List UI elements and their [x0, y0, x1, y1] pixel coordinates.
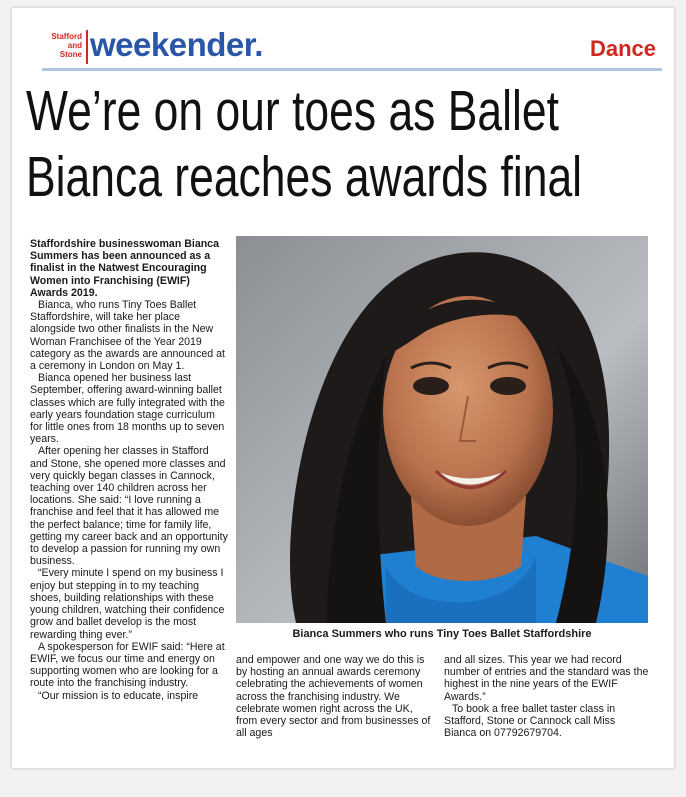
logo-divider: [86, 30, 88, 64]
logo-word-stone: Stone: [59, 50, 82, 59]
headline-line-2: Bianca reaches awards final: [26, 145, 583, 209]
logo-small: [42, 32, 82, 59]
portrait-illustration: [236, 236, 648, 623]
logo-word-and: and: [67, 41, 82, 50]
article-paragraph: Bianca, who runs Tiny Toes Ballet Staffordshire, will take her place alongside two other finalists in the New Woman Franchisee of the Year 2019 category as the awards are announced at a ceremony in London on May 1.: [30, 299, 225, 373]
article-column-3: [444, 654, 650, 739]
article-paragraph: “Our mission is to educate, inspire: [38, 689, 199, 702]
article-paragraph: “Every minute I spend on my business I enjoy but stepping in to my teaching shoes, building relationships with these young children, watching their confidence grow and ballet develop is the most rewarding thing ever.”: [30, 567, 225, 641]
masthead: [42, 28, 662, 78]
article-paragraph: To book a free ballet taster class in Stafford, Stone or Cannock call Miss Bianca on 07792679704.: [444, 702, 616, 740]
logo-word-stafford: Stafford: [51, 32, 82, 41]
section-label: Dance: [589, 36, 656, 61]
article-paragraph: A spokesperson for EWIF said: “Here at EWIF, we focus our time and energy on supporting women who are looking for a route into the franchising industry.: [30, 640, 225, 690]
article-paragraph: and empower and one way we do this is by hosting an annual awards ceremony celebrating the achievements of women across the franchising industry. We celebrate women right across the UK, from every sector and from businesses of all ages: [236, 654, 431, 740]
article-lead: Staffordshire businesswoman Bianca Summers has been announced as a finalist in the Natwest Encouraging Women into Franchising (EWIF) Awards 2019.: [30, 238, 219, 299]
article-column-2: [236, 654, 436, 739]
masthead-rule: [42, 68, 662, 71]
photo-caption: Bianca Summers who runs Tiny Toes Ballet Staffordshire: [292, 628, 592, 640]
article-paragraph: and all sizes. This year we had record number of entries and the standard was the highest in the nine years of the EWIF Awards.”: [444, 654, 649, 703]
headline: [26, 78, 583, 210]
article-paragraph: After opening her classes in Stafford and Stone, she opened more classes and very quickly began classes in Cannock, teaching over 140 children across her locations. She said: “I love running a franchise and feel that it has allowed me the perfect balance; time for family life, getting my career back and an opportunity to develop a passion for running my own business.: [30, 445, 228, 568]
article-paragraph: Bianca opened her business last September, offering award-winning ballet classes which are fully integrated with the early years foundation stage curriculum for little ones from 18 months up to seven years.: [30, 372, 225, 446]
headline-line-1: We’re on our toes as Ballet: [26, 79, 559, 143]
article-column-1: [30, 238, 228, 702]
logo-weekender: weekender.: [90, 26, 263, 63]
portrait-photo: [236, 236, 648, 623]
